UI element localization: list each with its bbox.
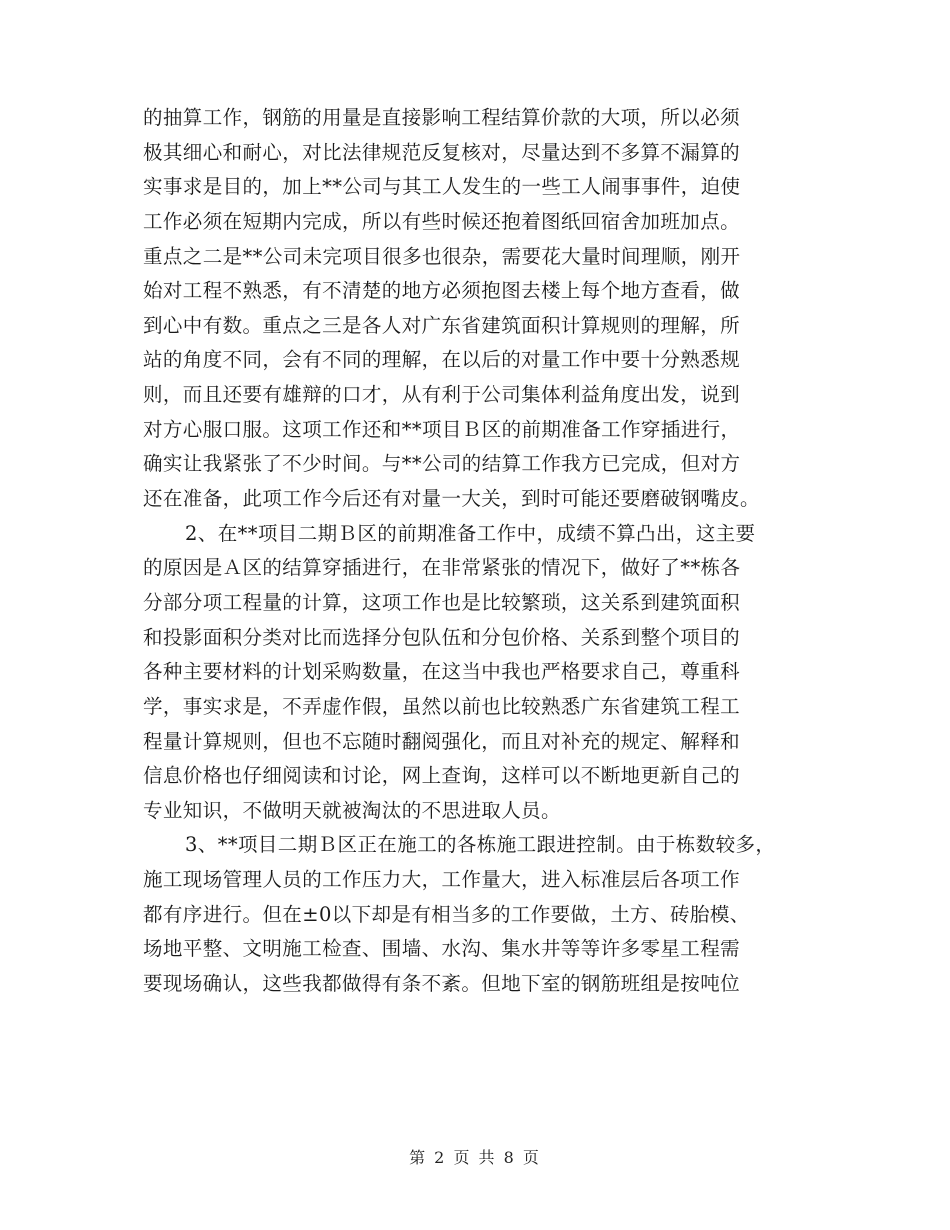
- text-line: 场地平整、文明施工检查、围墙、水沟、集水井等等许多零星工程需: [143, 937, 741, 961]
- text-line: 施工现场管理人员的工作压力大，工作量大，进入标准层后各项工作: [143, 868, 741, 892]
- text-line: 程量计算规则，但也不忘随时翻阅强化，而且对补充的规定、解释和: [143, 729, 741, 753]
- text-line: 专业知识，不做明天就被淘汰的不思进取人员。: [143, 798, 561, 822]
- text-line: 还在准备，此项工作今后还有对量一大关，到时可能还要磨破钢嘴皮。: [143, 487, 760, 511]
- text-line: 工作必须在短期内完成，所以有些时候还抱着图纸回宿舍加班加点。: [143, 209, 741, 233]
- text-line: 的原因是Ａ区的结算穿插进行，在非常紧张的情况下，做好了**栋各: [143, 556, 741, 580]
- text-line: 学，事实求是，不弄虚作假，虽然以前也比较熟悉广东省建筑工程工: [143, 694, 741, 718]
- text-line: 要现场确认，这些我都做得有条不紊。但地下室的钢筋班组是按吨位: [143, 972, 741, 996]
- text-line: 重点之二是**公司未完项目很多也很杂，需要花大量时间理顺，刚开: [143, 244, 741, 268]
- text-line: 对方心服口服。这项工作还和**项目Ｂ区的前期准备工作穿插进行，: [143, 417, 741, 441]
- text-line: 2、在**项目二期Ｂ区的前期准备工作中，成绩不算凸出，这主要: [185, 521, 756, 545]
- document-body: [143, 101, 823, 1002]
- text-line: 和投影面积分类对比而选择分包队伍和分包价格、关系到整个项目的: [143, 625, 741, 649]
- text-line: 都有序进行。但在±0以下却是有相当多的工作要做，土方、砖胎模、: [143, 902, 750, 926]
- page-footer: 第 2 页 共 8 页: [409, 1148, 541, 1167]
- text-line: 各种主要材料的计划采购数量，在这当中我也严格要求自己，尊重科: [143, 660, 741, 684]
- text-line: 信息价格也仔细阅读和讨论，网上查询，这样可以不断地更新自己的: [143, 764, 741, 788]
- text-line: 则，而且还要有雄辩的口才，从有利于公司集体利益角度出发，说到: [143, 383, 741, 407]
- text-line: 站的角度不同，会有不同的理解，在以后的对量工作中要十分熟悉规: [143, 348, 741, 372]
- text-line: 实事求是目的，加上**公司与其工人发生的一些工人闹事事件，迫使: [143, 175, 741, 199]
- text-line: 到心中有数。重点之三是各人对广东省建筑面积计算规则的理解，所: [143, 313, 741, 337]
- text-line: 分部分项工程量的计算，这项工作也是比较繁琐，这关系到建筑面积: [143, 590, 741, 614]
- text-line: 的抽算工作，钢筋的用量是直接影响工程结算价款的大项，所以必须: [143, 106, 741, 129]
- text-line: 始对工程不熟悉，有不清楚的地方必须抱图去楼上每个地方查看，做: [143, 279, 741, 303]
- text-line: 确实让我紧张了不少时间。与**公司的结算工作我方已完成，但对方: [143, 452, 741, 476]
- text-line: 极其细心和耐心，对比法律规范反复核对，尽量达到不多算不漏算的: [143, 140, 741, 164]
- text-line: 3、**项目二期Ｂ区正在施工的各栋施工跟进控制。由于栋数较多，: [185, 833, 776, 857]
